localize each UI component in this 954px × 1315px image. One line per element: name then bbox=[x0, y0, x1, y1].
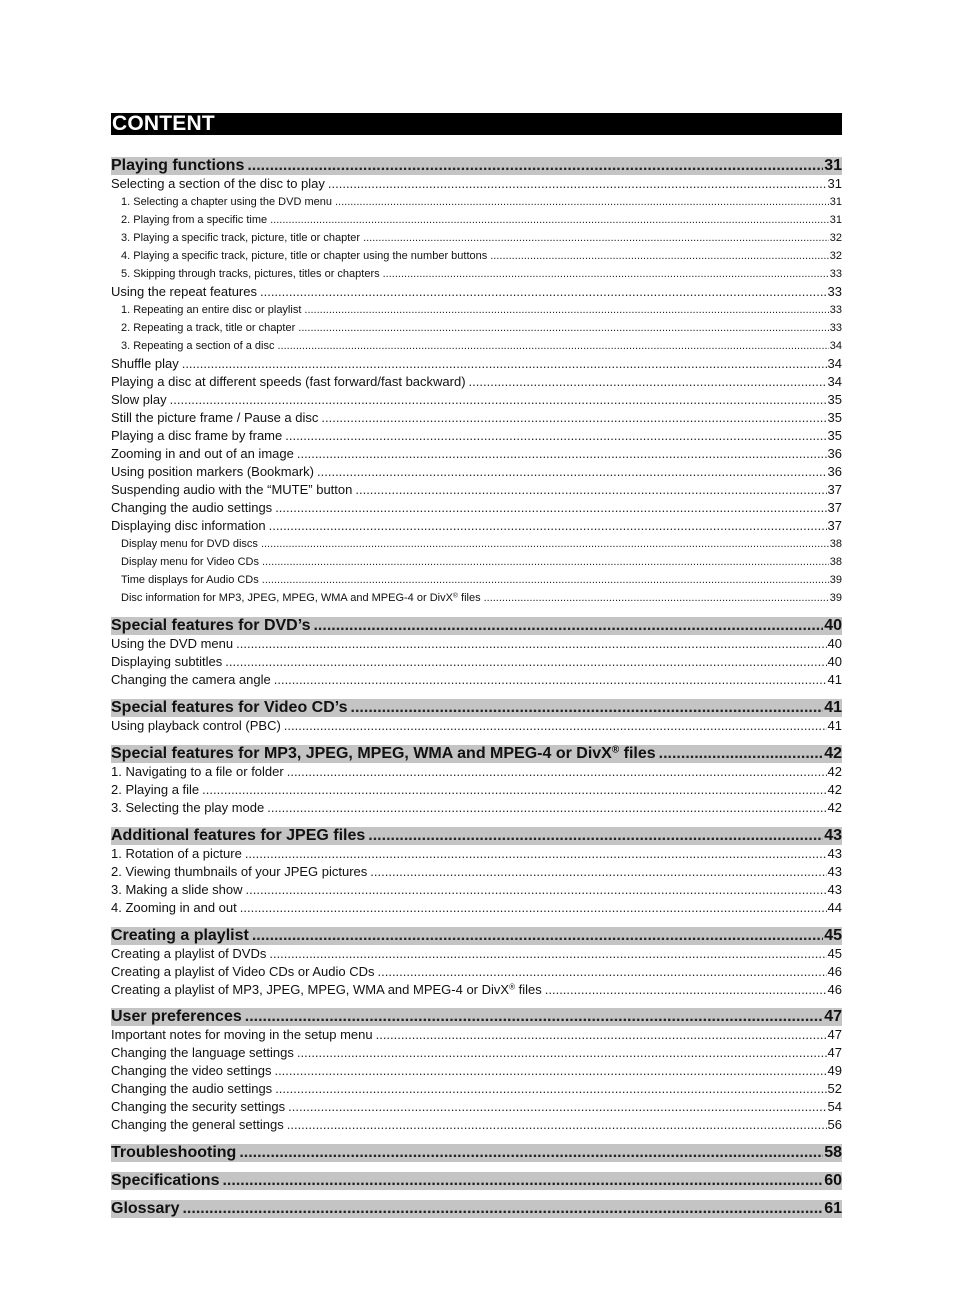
toc-entry[interactable] bbox=[111, 337, 842, 355]
entry-label: 5. Skipping through tracks, pictures, titles or chapters bbox=[121, 268, 380, 280]
toc-entry[interactable] bbox=[111, 963, 842, 981]
dot-leader bbox=[284, 717, 827, 735]
toc-entry[interactable] bbox=[111, 229, 842, 247]
entry-label: Changing the language settings bbox=[111, 1045, 294, 1060]
toc-entry[interactable] bbox=[111, 1116, 842, 1134]
entry-label: Changing the audio settings bbox=[111, 1081, 273, 1096]
page-number: 37 bbox=[827, 482, 842, 497]
dot-leader bbox=[490, 247, 829, 265]
entry-label: Shuffle play bbox=[111, 356, 179, 371]
entry-label: 3. Playing a specific track, picture, title or chapter bbox=[121, 232, 361, 244]
page-number: 36 bbox=[827, 464, 842, 479]
dot-leader bbox=[275, 1080, 826, 1098]
toc-entry[interactable] bbox=[111, 481, 842, 499]
entry-label: 1. Selecting a chapter using the DVD menu bbox=[121, 196, 332, 208]
page-number: 46 bbox=[827, 982, 842, 997]
dot-leader bbox=[252, 927, 823, 945]
page-number: 60 bbox=[824, 1172, 842, 1189]
entry-label: Selecting a section of the disc to play bbox=[111, 176, 325, 191]
dot-leader bbox=[170, 391, 827, 409]
entry-label: 3. Repeating a section of a disc bbox=[121, 340, 275, 352]
page-number: 42 bbox=[827, 800, 842, 815]
entry-label: Slow play bbox=[111, 392, 167, 407]
page-number: 38 bbox=[829, 556, 842, 568]
page-number: 35 bbox=[827, 428, 842, 443]
page-number: 47 bbox=[824, 1008, 842, 1025]
section-heading[interactable] bbox=[111, 1144, 842, 1162]
entry-label: Changing the audio settings bbox=[111, 500, 273, 515]
entry-label: Display menu for DVD discs bbox=[121, 538, 258, 550]
dot-leader bbox=[304, 301, 828, 319]
dot-leader bbox=[368, 827, 823, 845]
page-number: 36 bbox=[827, 446, 842, 461]
entry-label: 2. Viewing thumbnails of your JPEG pictures bbox=[111, 864, 368, 879]
entry-label: 4. Zooming in and out bbox=[111, 900, 237, 915]
page-number: 31 bbox=[829, 196, 842, 208]
dot-leader bbox=[182, 355, 827, 373]
section-heading[interactable] bbox=[111, 1172, 842, 1190]
entry-label: Playing functions bbox=[111, 157, 245, 174]
dot-leader bbox=[545, 981, 827, 999]
entry-label: Changing the general settings bbox=[111, 1117, 284, 1132]
entry-label: Creating a playlist of MP3, JPEG, MPEG, WMA and MPEG-4 or DivX® files bbox=[111, 982, 542, 997]
entry-label: Zooming in and out of an image bbox=[111, 446, 294, 461]
toc-entry[interactable] bbox=[111, 1080, 842, 1098]
entry-label: Glossary bbox=[111, 1200, 180, 1217]
toc-entry[interactable] bbox=[111, 247, 842, 265]
entry-label: 3. Selecting the play mode bbox=[111, 800, 265, 815]
page-number: 41 bbox=[824, 699, 842, 716]
toc-entry[interactable] bbox=[111, 717, 842, 735]
registered-mark: ® bbox=[452, 592, 458, 600]
page-number: 31 bbox=[824, 157, 842, 174]
entry-label: 1. Rotation of a picture bbox=[111, 846, 242, 861]
dot-leader bbox=[269, 945, 826, 963]
dot-leader bbox=[267, 799, 826, 817]
toc-entry[interactable] bbox=[111, 571, 842, 589]
dot-leader bbox=[202, 781, 826, 799]
page-number: 33 bbox=[829, 322, 842, 334]
entry-label: 3. Making a slide show bbox=[111, 882, 243, 897]
page-number: 42 bbox=[827, 764, 842, 779]
entry-label: Changing the security settings bbox=[111, 1099, 286, 1114]
entry-label: Specifications bbox=[111, 1172, 220, 1189]
page-number: 45 bbox=[824, 927, 842, 944]
dot-leader bbox=[262, 553, 829, 571]
dot-leader bbox=[383, 265, 829, 283]
toc-entry[interactable] bbox=[111, 409, 842, 427]
toc-entry[interactable] bbox=[111, 945, 842, 963]
page-number: 42 bbox=[824, 745, 842, 762]
dot-leader bbox=[484, 589, 829, 607]
page-number: 33 bbox=[829, 304, 842, 316]
entry-label: Using the DVD menu bbox=[111, 636, 234, 651]
toc-entry[interactable] bbox=[111, 671, 842, 689]
toc-entry[interactable] bbox=[111, 981, 842, 999]
toc-entry[interactable] bbox=[111, 355, 842, 373]
toc-entry[interactable] bbox=[111, 391, 842, 409]
toc-entry[interactable] bbox=[111, 763, 842, 781]
page-number: 39 bbox=[829, 574, 842, 586]
page-number: 35 bbox=[827, 410, 842, 425]
entry-label: Changing the camera angle bbox=[111, 672, 271, 687]
page-number: 54 bbox=[827, 1099, 842, 1114]
toc-entry[interactable] bbox=[111, 517, 842, 535]
toc-entry[interactable] bbox=[111, 845, 842, 863]
entry-label: Playing a disc frame by frame bbox=[111, 428, 283, 443]
toc-entry[interactable] bbox=[111, 589, 842, 607]
dot-leader bbox=[378, 963, 827, 981]
dot-leader bbox=[240, 899, 827, 917]
dot-leader bbox=[285, 427, 826, 445]
dot-leader bbox=[246, 881, 827, 899]
dot-leader bbox=[659, 745, 824, 763]
dot-leader bbox=[261, 535, 829, 553]
entry-label: 1. Navigating to a file or folder bbox=[111, 764, 284, 779]
dot-leader bbox=[313, 617, 823, 635]
page-number: 49 bbox=[827, 1063, 842, 1078]
dot-leader bbox=[239, 1144, 823, 1162]
page-number: 43 bbox=[824, 827, 842, 844]
page-number: 34 bbox=[827, 356, 842, 371]
dot-leader bbox=[270, 211, 829, 229]
dot-leader bbox=[274, 671, 827, 689]
page-number: 47 bbox=[827, 1027, 842, 1042]
page-number: 38 bbox=[829, 538, 842, 550]
dot-leader bbox=[274, 1062, 826, 1080]
toc-entry[interactable] bbox=[111, 653, 842, 671]
toc-entry[interactable] bbox=[111, 193, 842, 211]
page-number: 46 bbox=[827, 964, 842, 979]
dot-leader bbox=[376, 1026, 827, 1044]
toc-entry[interactable] bbox=[111, 175, 842, 193]
page-number: 34 bbox=[827, 374, 842, 389]
page-number: 33 bbox=[829, 268, 842, 280]
dot-leader bbox=[260, 283, 827, 301]
dot-leader bbox=[182, 1200, 823, 1218]
page-number: 37 bbox=[827, 500, 842, 515]
entry-label: Troubleshooting bbox=[111, 1144, 237, 1161]
entry-label: Using the repeat features bbox=[111, 284, 257, 299]
registered-mark: ® bbox=[611, 745, 620, 756]
entry-label: Using position markers (Bookmark) bbox=[111, 464, 315, 479]
toc-entry[interactable] bbox=[111, 799, 842, 817]
entry-label: Changing the video settings bbox=[111, 1063, 272, 1078]
toc-entry[interactable] bbox=[111, 899, 842, 917]
dot-leader bbox=[335, 193, 829, 211]
section-heading[interactable] bbox=[111, 617, 842, 635]
page-number: 47 bbox=[827, 1045, 842, 1060]
toc-entry[interactable] bbox=[111, 301, 842, 319]
toc-entry[interactable] bbox=[111, 535, 842, 553]
dot-leader bbox=[298, 319, 828, 337]
toc-entry[interactable] bbox=[111, 463, 842, 481]
entry-label: 2. Repeating a track, title or chapter bbox=[121, 322, 296, 334]
section-heading[interactable] bbox=[111, 1008, 842, 1026]
toc-entry[interactable] bbox=[111, 1062, 842, 1080]
toc-entry[interactable] bbox=[111, 211, 842, 229]
page-number: 40 bbox=[824, 617, 842, 634]
page-number: 33 bbox=[827, 284, 842, 299]
toc-entry[interactable] bbox=[111, 635, 842, 653]
page-number: 32 bbox=[829, 250, 842, 262]
dot-leader bbox=[317, 463, 827, 481]
dot-leader bbox=[262, 571, 829, 589]
entry-label: Important notes for moving in the setup menu bbox=[111, 1027, 373, 1042]
page-number: 42 bbox=[827, 782, 842, 797]
page-number: 45 bbox=[827, 946, 842, 961]
dot-leader bbox=[351, 699, 824, 717]
page-number: 34 bbox=[829, 340, 842, 352]
entry-label: Creating a playlist bbox=[111, 927, 249, 944]
page-number: 43 bbox=[827, 864, 842, 879]
dot-leader bbox=[297, 445, 827, 463]
dot-leader bbox=[370, 863, 826, 881]
dot-leader bbox=[269, 517, 827, 535]
entry-label: Special features for DVD’s bbox=[111, 617, 311, 634]
toc-entry[interactable] bbox=[111, 1026, 842, 1044]
section-heading[interactable] bbox=[111, 827, 842, 845]
entry-label: Additional features for JPEG files bbox=[111, 827, 366, 844]
section-heading[interactable] bbox=[111, 927, 842, 945]
page-number: 37 bbox=[827, 518, 842, 533]
toc-entry[interactable] bbox=[111, 427, 842, 445]
section-heading[interactable] bbox=[111, 1200, 842, 1218]
dot-leader bbox=[288, 1098, 826, 1116]
toc-entry[interactable] bbox=[111, 1044, 842, 1062]
dot-leader bbox=[287, 1116, 827, 1134]
dot-leader bbox=[245, 1008, 823, 1026]
entry-label: Creating a playlist of DVDs bbox=[111, 946, 267, 961]
toc-entry[interactable] bbox=[111, 283, 842, 301]
page-number: 56 bbox=[827, 1117, 842, 1132]
toc-entry[interactable] bbox=[111, 781, 842, 799]
page-number: 31 bbox=[829, 214, 842, 226]
toc-entry[interactable] bbox=[111, 881, 842, 899]
dot-leader bbox=[469, 373, 827, 391]
entry-label: Time displays for Audio CDs bbox=[121, 574, 259, 586]
toc-entry[interactable] bbox=[111, 1098, 842, 1116]
dot-leader bbox=[321, 409, 826, 427]
page-number: 44 bbox=[827, 900, 842, 915]
page-number: 41 bbox=[827, 718, 842, 733]
page-number: 61 bbox=[824, 1200, 842, 1217]
dot-leader bbox=[236, 635, 826, 653]
section-heading[interactable] bbox=[111, 745, 842, 763]
page-number: 58 bbox=[824, 1144, 842, 1161]
toc-entry[interactable] bbox=[111, 553, 842, 571]
page-number: 43 bbox=[827, 882, 842, 897]
dot-leader bbox=[247, 157, 823, 175]
page-title: CONTENT bbox=[111, 113, 842, 135]
entry-label: Displaying disc information bbox=[111, 518, 266, 533]
entry-label: Suspending audio with the “MUTE” button bbox=[111, 482, 353, 497]
page-number: 35 bbox=[827, 392, 842, 407]
toc-entry[interactable] bbox=[111, 863, 842, 881]
dot-leader bbox=[277, 337, 828, 355]
page-number: 39 bbox=[829, 592, 842, 604]
entry-label: 2. Playing from a specific time bbox=[121, 214, 268, 226]
page-number: 40 bbox=[827, 636, 842, 651]
toc-entry[interactable] bbox=[111, 373, 842, 391]
toc-entry[interactable] bbox=[111, 445, 842, 463]
page-number: 31 bbox=[827, 176, 842, 191]
entry-label: Using playback control (PBC) bbox=[111, 718, 281, 733]
section-heading[interactable] bbox=[111, 699, 842, 717]
toc-entry[interactable] bbox=[111, 499, 842, 517]
dot-leader bbox=[222, 1172, 823, 1190]
entry-label: Special features for Video CD’s bbox=[111, 699, 348, 716]
entry-label: Disc information for MP3, JPEG, MPEG, WMA and MPEG-4 or DivX® files bbox=[121, 592, 481, 604]
entry-label: 4. Playing a specific track, picture, title or chapter using the number buttons bbox=[121, 250, 488, 262]
page-number: 40 bbox=[827, 654, 842, 669]
entry-label: Creating a playlist of Video CDs or Audio CDs bbox=[111, 964, 375, 979]
dot-leader bbox=[363, 229, 829, 247]
entry-label: User preferences bbox=[111, 1008, 242, 1025]
dot-leader bbox=[297, 1044, 827, 1062]
dot-leader bbox=[355, 481, 826, 499]
dot-leader bbox=[275, 499, 826, 517]
toc-entry[interactable] bbox=[111, 265, 842, 283]
entry-label: 1. Repeating an entire disc or playlist bbox=[121, 304, 302, 316]
entry-label: Still the picture frame / Pause a disc bbox=[111, 410, 319, 425]
dot-leader bbox=[245, 845, 827, 863]
toc-entry[interactable] bbox=[111, 319, 842, 337]
section-heading[interactable] bbox=[111, 157, 842, 175]
page-number: 52 bbox=[827, 1081, 842, 1096]
entry-label: Playing a disc at different speeds (fast forward/fast backward) bbox=[111, 374, 466, 389]
page-number: 32 bbox=[829, 232, 842, 244]
registered-mark: ® bbox=[509, 982, 516, 992]
entry-label: Displaying subtitles bbox=[111, 654, 223, 669]
page-number: 43 bbox=[827, 846, 842, 861]
dot-leader bbox=[287, 763, 827, 781]
dot-leader bbox=[225, 653, 826, 671]
dot-leader bbox=[328, 175, 827, 193]
entry-label: Special features for MP3, JPEG, MPEG, WMA and MPEG-4 or DivX® files bbox=[111, 745, 656, 762]
entry-label: 2. Playing a file bbox=[111, 782, 200, 797]
page-number: 41 bbox=[827, 672, 842, 687]
entry-label: Display menu for Video CDs bbox=[121, 556, 259, 568]
